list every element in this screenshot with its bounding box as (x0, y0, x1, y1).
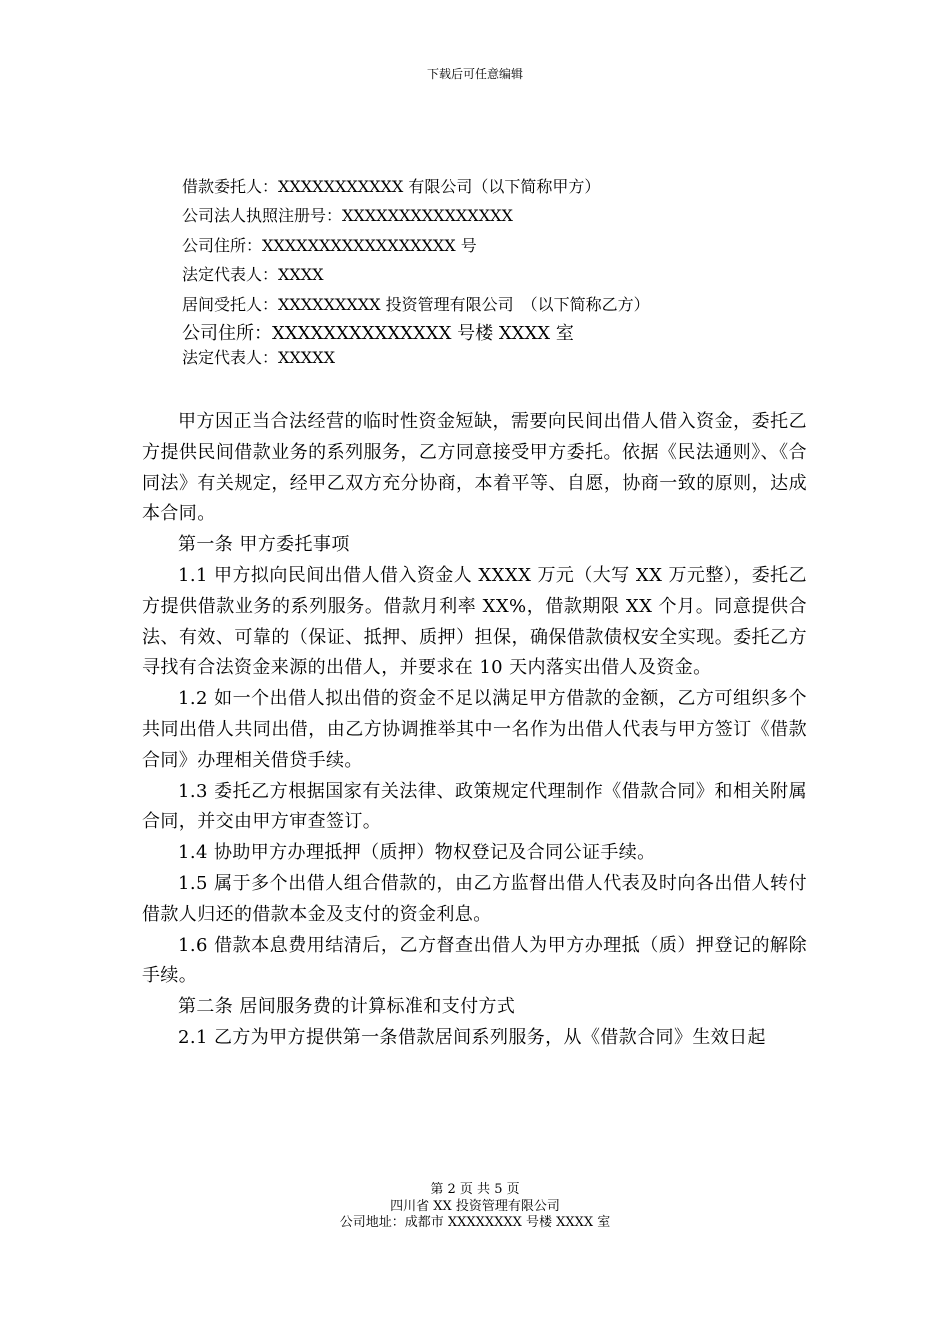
party-info (182, 172, 822, 368)
header-note: 下载后可任意编辑 (426, 67, 523, 81)
party-b-rep-line: 法定代表人：XXXXX (182, 348, 335, 368)
clause-1-5: 1.5 属于多个出借人组合借款的，由乙方监督出借人代表及时向各出借人转付借款人归还的借款本金及支付的资金利息。 (142, 872, 807, 925)
party-a-license-line: 公司法人执照注册号：XXXXXXXXXXXXXXX (182, 206, 513, 226)
party-a-address-line: 公司住所：XXXXXXXXXXXXXXXXX 号 (182, 235, 477, 255)
party-b-address-line: 公司住所：XXXXXXXXXXXXXX 号楼 XXXX 室 (182, 323, 574, 345)
party-a-rep-line: 法定代表人：XXXX (182, 265, 324, 285)
intro-paragraph: 甲方因正当合法经营的临时性资金短缺，需要向民间出借人借入资金，委托乙方提供民间借款业务的系列服务，乙方同意接受甲方委托。依据《民法通则》、《合同法》有关规定，经甲乙双方充分协商，本着平等、自愿，协商一致的原则，达成本合同。 (142, 411, 807, 525)
clause-1-6: 1.6 借款本息费用结清后，乙方督查出借人为甲方办理抵（质）押登记的解除手续。 (142, 934, 807, 987)
clause-1-1: 1.1 甲方拟向民间出借人借入资金人 XXXX 万元（大写 XX 万元整），委托乙方提供借款业务的系列服务。借款月利率 XX%，借款期限 XX 个月。同意提供合法、有效、可靠的（保证、抵押、质押）担保，确保借款债权安全实现。委托乙方寻找有合法资金来源的出借人，并要求在 10 天内落实出借人及资金。 (142, 564, 807, 679)
article-2-heading: 第二条 居间服务费的计算标准和支付方式 (178, 996, 516, 1018)
footer-address: 公司地址：成都市 XXXXXXXX 号楼 XXXX 室 (339, 1215, 611, 1230)
party-b-line: 居间受托人：XXXXXXXXX 投资管理有限公司 （以下简称乙方） (182, 294, 650, 314)
clause-1-2: 1.2 如一个出借人拟出借的资金不足以满足甲方借款的金额，乙方可组织多个共同出借人共同出借，由乙方协调推举其中一名作为出借人代表与甲方签订《借款合同》办理相关借贷手续。 (142, 688, 807, 771)
article-1-heading: 第一条 甲方委托事项 (178, 534, 350, 556)
contract-body (142, 407, 807, 1054)
footer-company: 四川省 XX 投资管理有限公司 (390, 1198, 560, 1214)
clause-2-1: 2.1 乙方为甲方提供第一条借款居间系列服务，从《借款合同》生效日起 (178, 1026, 766, 1048)
page-footer (0, 1182, 950, 1232)
page-number: 第 2 页 共 5 页 (430, 1182, 520, 1197)
clause-1-4: 1.4 协助甲方办理抵押（质押）物权登记及合同公证手续。 (178, 842, 656, 864)
party-a-line: 借款委托人：XXXXXXXXXXX 有限公司（以下简称甲方） (182, 177, 601, 196)
clause-1-3: 1.3 委托乙方根据国家有关法律、政策规定代理制作《借款合同》和相关附属合同，并交由甲方审查签订。 (142, 780, 807, 833)
